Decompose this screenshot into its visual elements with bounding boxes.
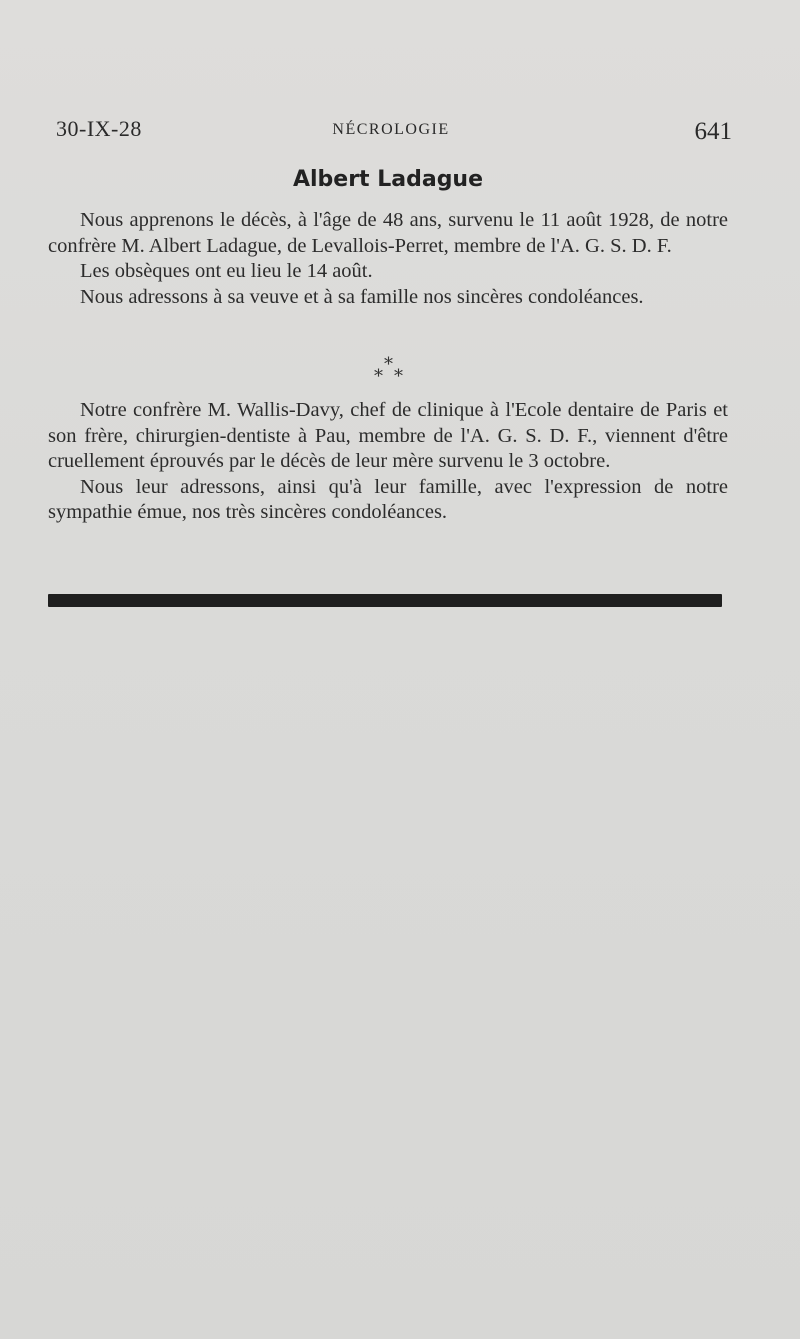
running-head — [56, 116, 732, 148]
paragraph: Nous leur adressons, ainsi qu'à leur famille, avec l'expression de notre sympathie émue, nos très sincères condoléances. — [48, 475, 728, 523]
obituary-ladague — [48, 208, 728, 310]
asterism-separator — [48, 354, 728, 388]
paragraph: Les obsèques ont eu lieu le 14 août. — [80, 260, 373, 282]
end-rule — [48, 594, 722, 607]
article-title: Albert Ladague — [292, 167, 484, 192]
issue-date: 30-IX-28 — [56, 116, 142, 141]
section-title: NÉCROLOGIE — [332, 121, 450, 138]
page-number: 641 — [694, 118, 732, 145]
paragraph: Notre confrère M. Wallis-Davy, chef de clinique à l'Ecole dentaire de Paris et son frère, chirurgien-dentiste à Pau, membre de l'A. G. S. D. F., viennent d'être cruellement éprouvés par le décès de leur mère survenu le 3 octobre. — [48, 399, 728, 472]
asterisk-glyph: * — [374, 366, 383, 387]
asterisk-glyph: * — [394, 366, 403, 387]
paragraph: Nous apprenons le décès, à l'âge de 48 ans, survenu le 11 août 1928, de notre confrère M. Albert Ladague, de Levallois-Perret, membre de l'A. G. S. D. F. — [48, 209, 728, 257]
asterisk-glyph: * — [384, 354, 393, 375]
obituary-wallis-davy — [48, 398, 728, 526]
paragraph: Nous adressons à sa veuve et à sa famille nos sincères condoléances. — [80, 285, 644, 308]
